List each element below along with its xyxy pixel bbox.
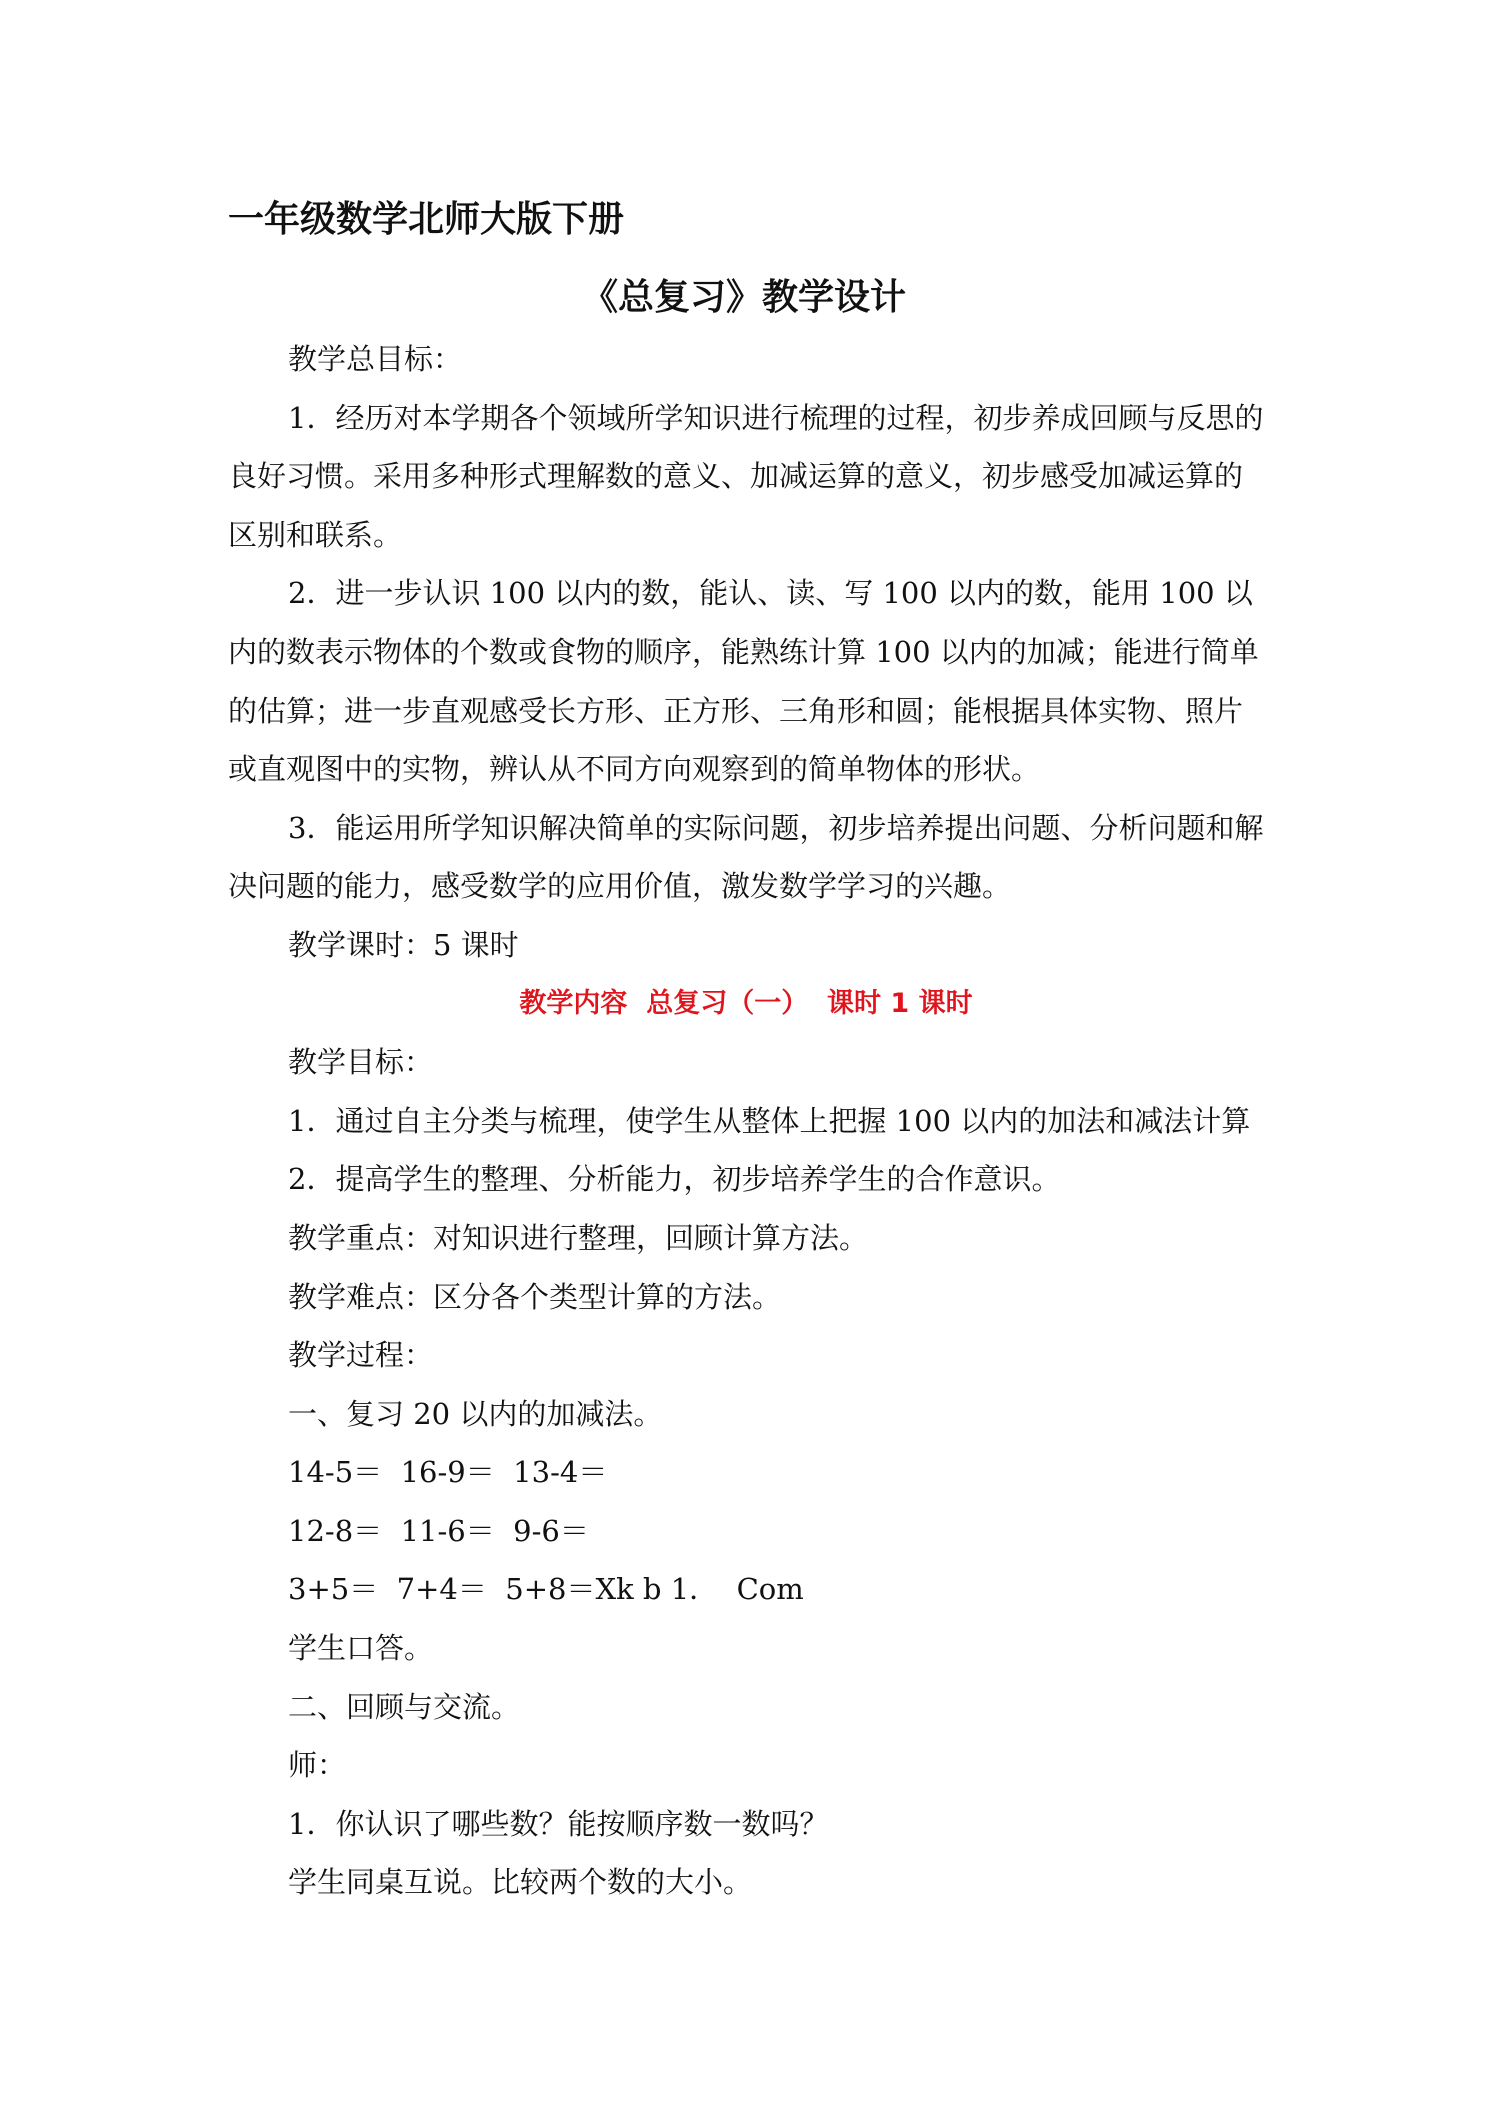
overall-goal-item-3: 3．能运用所学知识解决简单的实际问题，初步培养提出问题、分析问题和解决问题的能力，感受数学的应用价值，激发数学学习的兴趣。 (228, 810, 1264, 904)
lesson-heading: 教学内容 总复习（一） 课时 1 课时 (519, 987, 973, 1019)
section-1-heading: 一、复习 20 以内的加减法。 (288, 1396, 663, 1431)
exercise-row-1: 14-5＝ 16-9＝ 13-4＝ (288, 1455, 608, 1490)
question-1: 1．你认识了哪些数？能按顺序数一数吗？ (288, 1806, 829, 1841)
exercise-row-3: 3+5＝ 7+4＝ 5+8＝Xk b 1． Com (288, 1572, 804, 1607)
overall-goal-item-1: 1．经历对本学期各个领域所学知识进行梳理的过程，初步养成回顾与反思的良好习惯。采用多种形式理解数的意义、加减运算的意义，初步感受加减运算的区别和联系。 (228, 400, 1264, 552)
lesson-goal-item-1: 1．通过自主分类与梳理，使学生从整体上把握 100 以内的加法和减法计算 (288, 1103, 1251, 1138)
exercise-row-2: 12-8＝ 11-6＝ 9-6＝ (288, 1513, 589, 1548)
lesson-goal-item-2: 2．提高学生的整理、分析能力，初步培养学生的合作意识。 (288, 1162, 1061, 1197)
overall-goals-heading: 教学总目标： (288, 342, 463, 376)
document-subtitle: 《总复习》教学设计 (581, 277, 906, 318)
lesson-goals-heading: 教学目标： (288, 1045, 434, 1080)
class-hours: 教学课时：5 课时 (288, 927, 519, 962)
overall-goal-item-2: 2．进一步认识 100 以内的数，能认、读、写 100 以内的数，能用 100 以内的数表示物体的个数或食物的顺序，能熟练计算 100 以内的加减；能进行简单的估算；进一步直观感受长方形、正方形、三角形和圆；能根据具体实物、照片或直观图中的实物，辨认从不同方向观察到的简单物体的形状。 (228, 576, 1259, 787)
document-title: 一年级数学北师大版下册 (228, 199, 625, 240)
teacher-label: 师： (288, 1748, 347, 1783)
process-heading: 教学过程： (288, 1338, 434, 1373)
section-2-heading: 二、回顾与交流。 (288, 1689, 521, 1724)
difficulty: 教学难点：区分各个类型计算的方法。 (288, 1279, 782, 1314)
student-answer: 学生口答。 (288, 1631, 434, 1666)
document-body (228, 330, 1264, 1912)
key-point: 教学重点：对知识进行整理，回顾计算方法。 (288, 1220, 869, 1255)
student-activity: 学生同桌互说。比较两个数的大小。 (288, 1865, 753, 1900)
